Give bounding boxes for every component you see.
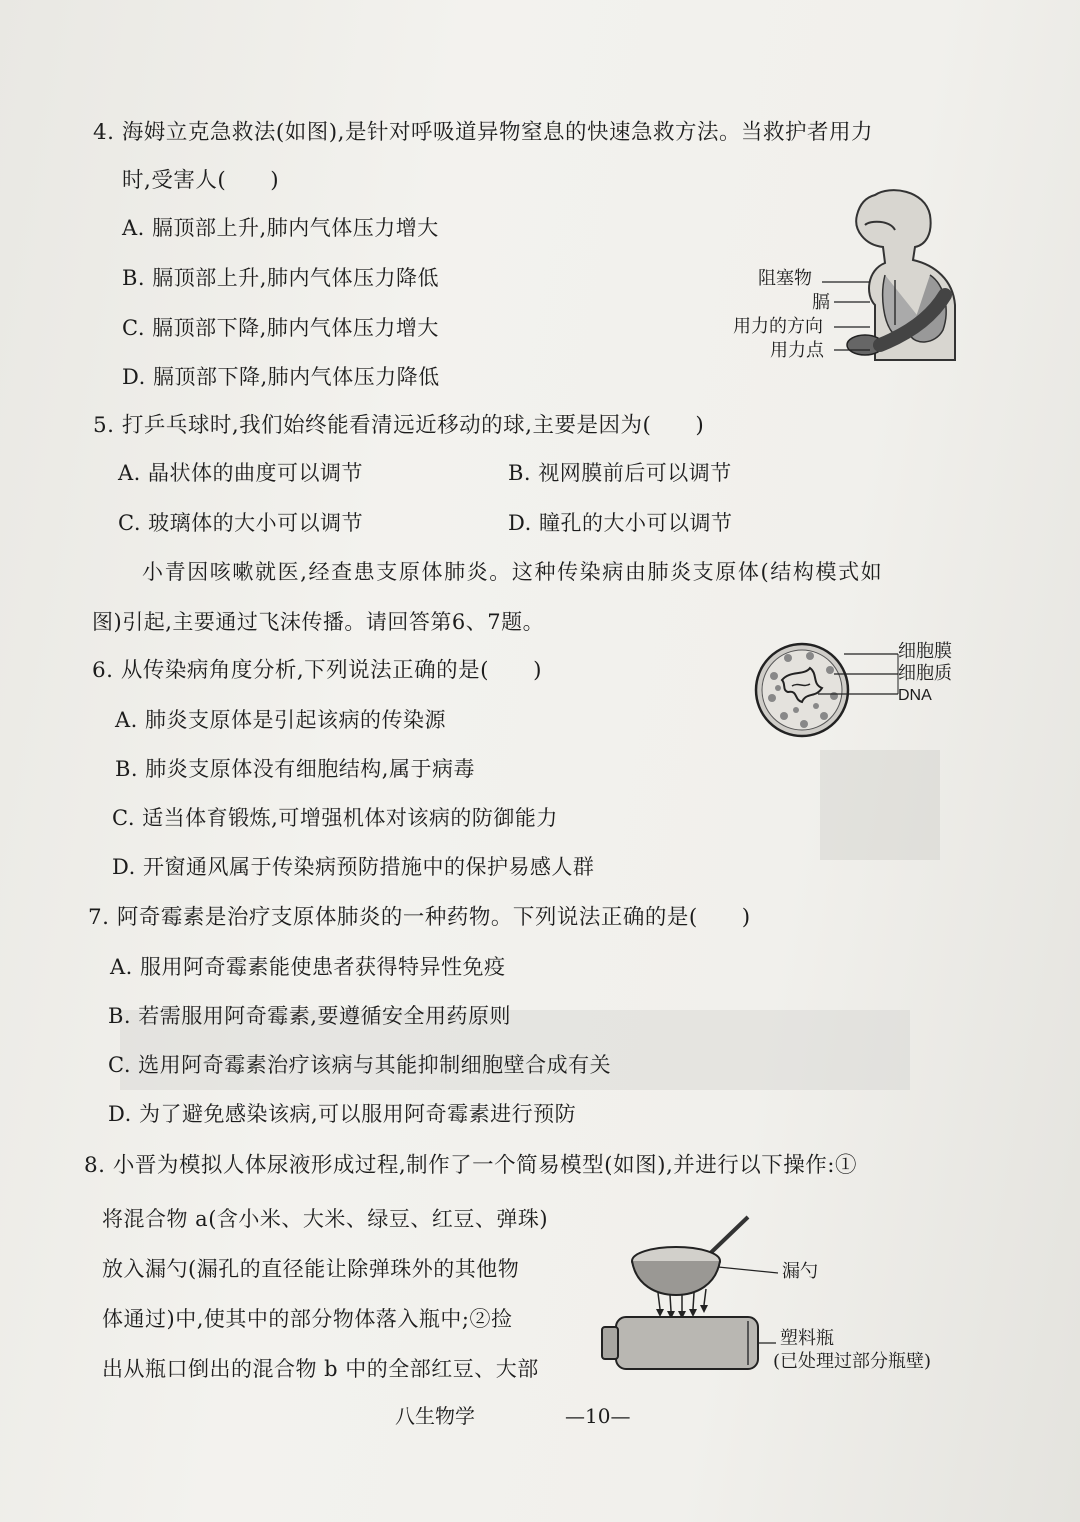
q4-option-b: B. 膈顶部上升,肺内气体压力降低	[122, 266, 439, 290]
q6-option-d: D. 开窗通风属于传染病预防措施中的保护易感人群	[112, 855, 595, 879]
heimlich-label-obstruction: 阻塞物	[758, 268, 812, 289]
q7-option-b: B. 若需服用阿奇霉素,要遵循安全用药原则	[108, 1004, 511, 1028]
heimlich-leader-lines	[820, 270, 880, 360]
q5-option-a: A. 晶状体的曲度可以调节	[118, 461, 364, 485]
reverse-side-shadow	[820, 750, 940, 860]
mycoplasma-label-cytoplasm: 细胞质	[898, 663, 952, 684]
q6-option-b: B. 肺炎支原体没有细胞结构,属于病毒	[115, 757, 475, 781]
q7-option-d: D. 为了避免感染该病,可以服用阿奇霉素进行预防	[108, 1102, 577, 1126]
q8-line4: 体通过)中,使其中的部分物体落入瓶中;②捡	[102, 1307, 513, 1331]
mycoplasma-label-dna: DNA	[898, 687, 932, 704]
q5-option-d: D. 瞳孔的大小可以调节	[508, 511, 733, 535]
heimlich-label-force-direction: 用力的方向	[733, 316, 823, 337]
q8-line5: 出从瓶口倒出的混合物 b 中的全部红豆、大部	[102, 1357, 539, 1381]
q4-option-c: C. 膈顶部下降,肺内气体压力增大	[122, 316, 439, 340]
kidney-label-bottle-note: (已处理过部分瓶壁)	[773, 1351, 932, 1372]
kidney-label-ladle: 漏勺	[782, 1261, 818, 1282]
mycoplasma-label-membrane: 细胞膜	[898, 641, 952, 662]
kidney-label-bottle: 塑料瓶	[780, 1328, 834, 1349]
q6-option-a: A. 肺炎支原体是引起该病的传染源	[115, 708, 447, 732]
q8-line3: 放入漏勺(漏孔的直径能让除弹珠外的其他物	[102, 1257, 520, 1281]
q4-stem-line1: 4. 海姆立克急救法(如图),是针对呼吸道异物窒息的快速急救方法。当救护者用力	[93, 120, 873, 145]
q6-stem: 6. 从传染病角度分析,下列说法正确的是( )	[92, 658, 542, 683]
q7-option-c: C. 选用阿奇霉素治疗该病与其能抑制细胞壁合成有关	[108, 1053, 612, 1077]
kidney-model-figure	[598, 1205, 788, 1385]
q8-line2: 将混合物 a(含小米、大米、绿豆、红豆、弹珠)	[102, 1207, 549, 1231]
q8-line1: 8. 小晋为模拟人体尿液形成过程,制作了一个简易模型(如图),并进行以下操作:①	[84, 1153, 858, 1178]
q6-option-c: C. 适当体育锻炼,可增强机体对该病的防御能力	[112, 806, 558, 830]
heimlich-label-force-point: 用力点	[770, 340, 824, 361]
q4-stem-line2: 时,受害人( )	[122, 168, 280, 193]
footer-page-number: —10—	[565, 1404, 631, 1428]
footer-subject: 八生物学	[395, 1404, 475, 1428]
q5-option-b: B. 视网膜前后可以调节	[508, 461, 732, 485]
context-line2: 图)引起,主要通过飞沫传播。请回答第6、7题。	[92, 610, 545, 634]
context-line1: 小青因咳嗽就医,经查患支原体肺炎。这种传染病由肺炎支原体(结构模式如	[142, 560, 884, 584]
heimlich-label-diaphragm: 膈	[812, 292, 830, 313]
q7-stem: 7. 阿奇霉素是治疗支原体肺炎的一种药物。下列说法正确的是( )	[88, 905, 751, 930]
q5-option-c: C. 玻璃体的大小可以调节	[118, 511, 364, 535]
q4-option-a: A. 膈顶部上升,肺内气体压力增大	[122, 216, 439, 240]
q5-stem: 5. 打乒乓球时,我们始终能看清远近移动的球,主要是因为( )	[93, 413, 705, 438]
q7-option-a: A. 服用阿奇霉素能使患者获得特异性免疫	[110, 955, 506, 979]
q4-option-d: D. 膈顶部下降,肺内气体压力降低	[122, 365, 440, 389]
